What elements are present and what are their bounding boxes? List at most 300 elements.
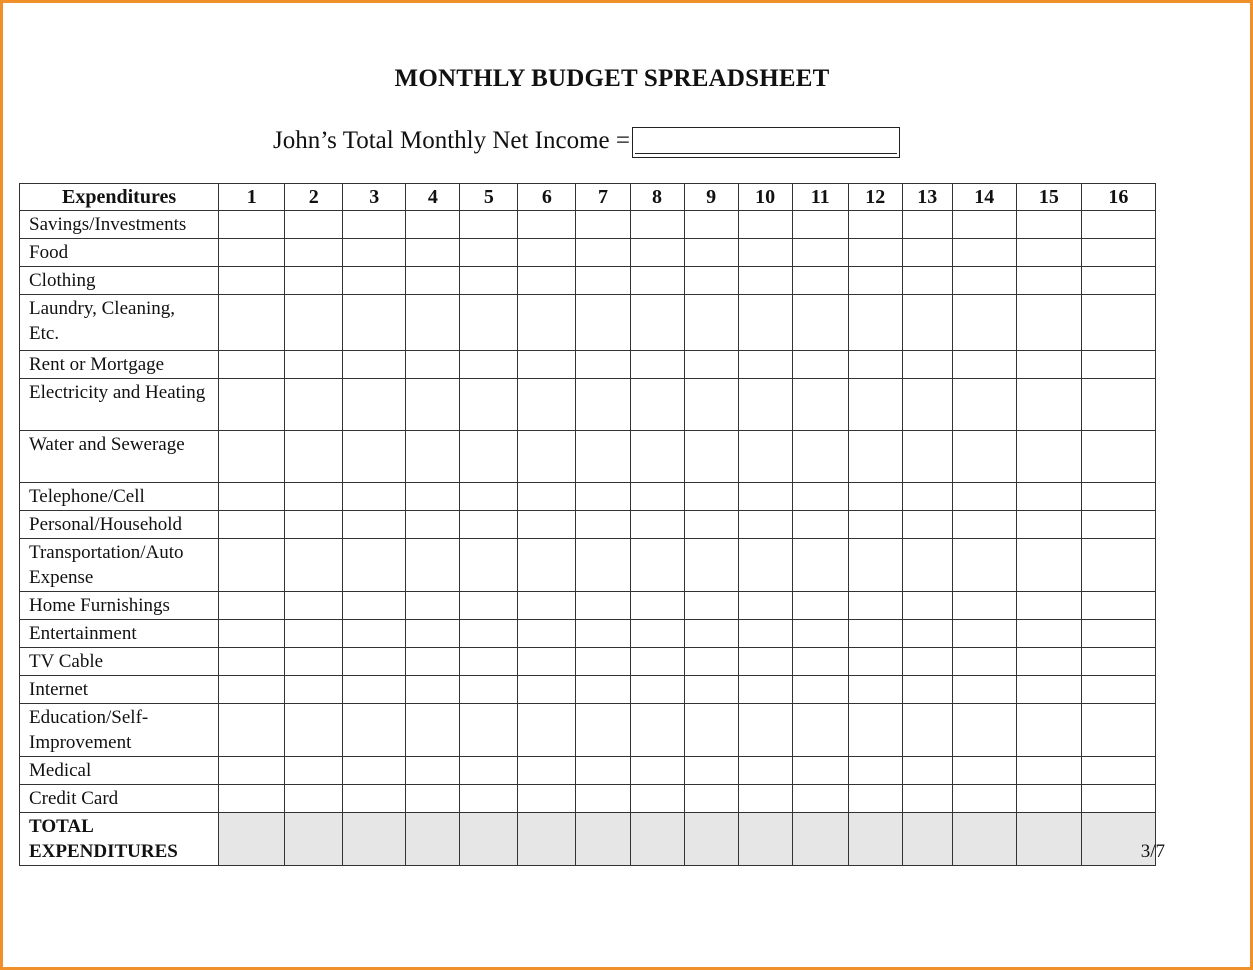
budget-cell-month-11[interactable]: [792, 267, 848, 295]
budget-cell-month-10[interactable]: [738, 239, 792, 267]
budget-cell-month-15[interactable]: [1016, 620, 1081, 648]
budget-cell-month-11[interactable]: [792, 351, 848, 379]
budget-cell-month-2[interactable]: [285, 351, 343, 379]
budget-cell-month-6[interactable]: [518, 539, 576, 592]
budget-cell-month-6[interactable]: [518, 648, 576, 676]
budget-cell-month-4[interactable]: [406, 620, 460, 648]
budget-cell-month-9[interactable]: [684, 295, 738, 351]
budget-cell-month-11[interactable]: [792, 295, 848, 351]
budget-cell-month-7[interactable]: [576, 295, 630, 351]
budget-cell-month-13[interactable]: [902, 648, 952, 676]
budget-cell-month-4[interactable]: [406, 267, 460, 295]
table-row: [20, 239, 1156, 267]
budget-cell-month-8[interactable]: [630, 379, 684, 431]
budget-cell-month-16[interactable]: [1081, 431, 1155, 483]
budget-cell-month-9[interactable]: [684, 379, 738, 431]
budget-cell-month-2[interactable]: [285, 813, 343, 866]
budget-cell-month-1[interactable]: [219, 511, 285, 539]
table-row: [20, 539, 1156, 592]
budget-cell-month-4[interactable]: [406, 295, 460, 351]
budget-cell-month-4[interactable]: [406, 757, 460, 785]
budget-cell-month-12[interactable]: [848, 211, 902, 239]
budget-cell-month-16[interactable]: [1081, 648, 1155, 676]
budget-cell-month-7[interactable]: [576, 267, 630, 295]
budget-cell-month-10[interactable]: [738, 379, 792, 431]
budget-cell-month-9[interactable]: [684, 648, 738, 676]
row-label: Credit Card: [20, 785, 219, 813]
budget-cell-month-9[interactable]: [684, 539, 738, 592]
budget-cell-month-2[interactable]: [285, 676, 343, 704]
budget-cell-month-4[interactable]: [406, 704, 460, 757]
row-label: Electricity and Heating: [20, 379, 219, 431]
budget-cell-month-3[interactable]: [343, 511, 406, 539]
budget-cell-month-4[interactable]: [406, 511, 460, 539]
budget-cell-month-11[interactable]: [792, 379, 848, 431]
budget-cell-month-11[interactable]: [792, 757, 848, 785]
budget-cell-month-7[interactable]: [576, 379, 630, 431]
budget-cell-month-13[interactable]: [902, 431, 952, 483]
budget-cell-month-11[interactable]: [792, 676, 848, 704]
budget-cell-month-7[interactable]: [576, 211, 630, 239]
budget-cell-month-15[interactable]: [1016, 431, 1081, 483]
budget-cell-month-3[interactable]: [343, 539, 406, 592]
column-header-6: 6: [518, 184, 576, 211]
budget-cell-month-10[interactable]: [738, 351, 792, 379]
column-header-12: 12: [848, 184, 902, 211]
budget-cell-month-11[interactable]: [792, 483, 848, 511]
budget-cell-month-13[interactable]: [902, 267, 952, 295]
budget-cell-month-11[interactable]: [792, 813, 848, 866]
budget-cell-month-3[interactable]: [343, 620, 406, 648]
budget-cell-month-12[interactable]: [848, 676, 902, 704]
budget-cell-month-5[interactable]: [460, 379, 518, 431]
budget-cell-month-13[interactable]: [902, 483, 952, 511]
budget-cell-month-11[interactable]: [792, 239, 848, 267]
budget-cell-month-4[interactable]: [406, 351, 460, 379]
budget-cell-month-12[interactable]: [848, 648, 902, 676]
budget-cell-month-3[interactable]: [343, 757, 406, 785]
budget-cell-month-1[interactable]: [219, 539, 285, 592]
budget-cell-month-16[interactable]: [1081, 511, 1155, 539]
budget-cell-month-6[interactable]: [518, 785, 576, 813]
budget-cell-month-8[interactable]: [630, 813, 684, 866]
budget-cell-month-15[interactable]: [1016, 813, 1081, 866]
budget-cell-month-10[interactable]: [738, 704, 792, 757]
budget-cell-month-8[interactable]: [630, 239, 684, 267]
budget-cell-month-3[interactable]: [343, 267, 406, 295]
budget-cell-month-8[interactable]: [630, 483, 684, 511]
budget-cell-month-4[interactable]: [406, 676, 460, 704]
budget-cell-month-6[interactable]: [518, 351, 576, 379]
budget-cell-month-8[interactable]: [630, 351, 684, 379]
budget-cell-month-6[interactable]: [518, 239, 576, 267]
budget-cell-month-10[interactable]: [738, 431, 792, 483]
budget-cell-month-16[interactable]: [1081, 620, 1155, 648]
budget-cell-month-5[interactable]: [460, 813, 518, 866]
budget-cell-month-13[interactable]: [902, 592, 952, 620]
budget-cell-month-11[interactable]: [792, 511, 848, 539]
budget-cell-month-9[interactable]: [684, 704, 738, 757]
budget-cell-month-12[interactable]: [848, 267, 902, 295]
row-label: Rent or Mortgage: [20, 351, 219, 379]
budget-cell-month-3[interactable]: [343, 483, 406, 511]
budget-cell-month-3[interactable]: [343, 295, 406, 351]
budget-cell-month-15[interactable]: [1016, 483, 1081, 511]
budget-cell-month-14[interactable]: [952, 351, 1016, 379]
budget-cell-month-4[interactable]: [406, 483, 460, 511]
budget-cell-month-1[interactable]: [219, 431, 285, 483]
budget-cell-month-8[interactable]: [630, 648, 684, 676]
budget-cell-month-5[interactable]: [460, 211, 518, 239]
budget-cell-month-2[interactable]: [285, 431, 343, 483]
budget-cell-month-8[interactable]: [630, 676, 684, 704]
budget-cell-month-1[interactable]: [219, 295, 285, 351]
budget-cell-month-3[interactable]: [343, 813, 406, 866]
budget-cell-month-6[interactable]: [518, 431, 576, 483]
budget-cell-month-16[interactable]: [1081, 539, 1155, 592]
budget-cell-month-12[interactable]: [848, 295, 902, 351]
budget-cell-month-12[interactable]: [848, 539, 902, 592]
budget-cell-month-12[interactable]: [848, 704, 902, 757]
budget-cell-month-12[interactable]: [848, 483, 902, 511]
budget-cell-month-10[interactable]: [738, 211, 792, 239]
budget-cell-month-7[interactable]: [576, 511, 630, 539]
budget-cell-month-11[interactable]: [792, 785, 848, 813]
budget-cell-month-3[interactable]: [343, 592, 406, 620]
budget-cell-month-14[interactable]: [952, 431, 1016, 483]
budget-cell-month-13[interactable]: [902, 351, 952, 379]
budget-cell-month-12[interactable]: [848, 511, 902, 539]
table-row: [20, 483, 1156, 511]
budget-cell-month-14[interactable]: [952, 757, 1016, 785]
budget-cell-month-1[interactable]: [219, 351, 285, 379]
budget-cell-month-7[interactable]: [576, 676, 630, 704]
budget-cell-month-5[interactable]: [460, 539, 518, 592]
budget-cell-month-11[interactable]: [792, 211, 848, 239]
budget-cell-month-10[interactable]: [738, 483, 792, 511]
budget-cell-month-16[interactable]: [1081, 483, 1155, 511]
budget-cell-month-4[interactable]: [406, 239, 460, 267]
budget-cell-month-8[interactable]: [630, 511, 684, 539]
budget-cell-month-14[interactable]: [952, 211, 1016, 239]
budget-cell-month-11[interactable]: [792, 648, 848, 676]
budget-cell-month-2[interactable]: [285, 592, 343, 620]
budget-cell-month-6[interactable]: [518, 379, 576, 431]
budget-cell-month-6[interactable]: [518, 620, 576, 648]
budget-cell-month-6[interactable]: [518, 757, 576, 785]
budget-cell-month-2[interactable]: [285, 539, 343, 592]
budget-cell-month-9[interactable]: [684, 813, 738, 866]
budget-cell-month-13[interactable]: [902, 785, 952, 813]
income-input-box[interactable]: [632, 127, 900, 158]
budget-cell-month-15[interactable]: [1016, 211, 1081, 239]
budget-cell-month-9[interactable]: [684, 431, 738, 483]
budget-cell-month-13[interactable]: [902, 511, 952, 539]
budget-cell-month-14[interactable]: [952, 379, 1016, 431]
budget-cell-month-8[interactable]: [630, 431, 684, 483]
budget-cell-month-6[interactable]: [518, 483, 576, 511]
budget-cell-month-1[interactable]: [219, 757, 285, 785]
budget-cell-month-9[interactable]: [684, 351, 738, 379]
budget-cell-month-5[interactable]: [460, 511, 518, 539]
budget-cell-month-10[interactable]: [738, 620, 792, 648]
budget-cell-month-13[interactable]: [902, 676, 952, 704]
budget-cell-month-8[interactable]: [630, 704, 684, 757]
budget-cell-month-15[interactable]: [1016, 648, 1081, 676]
budget-cell-month-8[interactable]: [630, 757, 684, 785]
budget-cell-month-14[interactable]: [952, 511, 1016, 539]
budget-cell-month-5[interactable]: [460, 592, 518, 620]
budget-cell-month-5[interactable]: [460, 431, 518, 483]
budget-cell-month-15[interactable]: [1016, 704, 1081, 757]
budget-cell-month-9[interactable]: [684, 511, 738, 539]
budget-cell-month-15[interactable]: [1016, 511, 1081, 539]
budget-cell-month-15[interactable]: [1016, 785, 1081, 813]
budget-cell-month-12[interactable]: [848, 757, 902, 785]
budget-cell-month-5[interactable]: [460, 267, 518, 295]
budget-cell-month-13[interactable]: [902, 757, 952, 785]
budget-cell-month-5[interactable]: [460, 785, 518, 813]
budget-cell-month-16[interactable]: [1081, 267, 1155, 295]
budget-cell-month-9[interactable]: [684, 757, 738, 785]
budget-cell-month-4[interactable]: [406, 539, 460, 592]
budget-cell-month-15[interactable]: [1016, 379, 1081, 431]
budget-cell-month-7[interactable]: [576, 757, 630, 785]
budget-cell-month-14[interactable]: [952, 592, 1016, 620]
budget-cell-month-10[interactable]: [738, 295, 792, 351]
budget-cell-month-9[interactable]: [684, 483, 738, 511]
budget-cell-month-10[interactable]: [738, 676, 792, 704]
budget-cell-month-6[interactable]: [518, 676, 576, 704]
budget-cell-month-16[interactable]: [1081, 785, 1155, 813]
budget-cell-month-5[interactable]: [460, 239, 518, 267]
budget-cell-month-2[interactable]: [285, 648, 343, 676]
budget-cell-month-15[interactable]: [1016, 351, 1081, 379]
budget-cell-month-13[interactable]: [902, 539, 952, 592]
budget-cell-month-9[interactable]: [684, 239, 738, 267]
budget-cell-month-11[interactable]: [792, 704, 848, 757]
budget-cell-month-1[interactable]: [219, 592, 285, 620]
budget-cell-month-1[interactable]: [219, 239, 285, 267]
budget-cell-month-5[interactable]: [460, 351, 518, 379]
budget-cell-month-12[interactable]: [848, 813, 902, 866]
budget-cell-month-16[interactable]: [1081, 676, 1155, 704]
budget-cell-month-2[interactable]: [285, 295, 343, 351]
budget-cell-month-5[interactable]: [460, 757, 518, 785]
budget-cell-month-5[interactable]: [460, 620, 518, 648]
budget-cell-month-6[interactable]: [518, 295, 576, 351]
budget-cell-month-7[interactable]: [576, 239, 630, 267]
budget-cell-month-14[interactable]: [952, 239, 1016, 267]
budget-cell-month-3[interactable]: [343, 704, 406, 757]
budget-cell-month-15[interactable]: [1016, 295, 1081, 351]
budget-cell-month-15[interactable]: [1016, 267, 1081, 295]
budget-cell-month-8[interactable]: [630, 295, 684, 351]
budget-cell-month-10[interactable]: [738, 539, 792, 592]
budget-cell-month-14[interactable]: [952, 676, 1016, 704]
budget-cell-month-14[interactable]: [952, 785, 1016, 813]
budget-cell-month-16[interactable]: [1081, 351, 1155, 379]
budget-cell-month-8[interactable]: [630, 592, 684, 620]
budget-cell-month-16[interactable]: [1081, 211, 1155, 239]
budget-cell-month-6[interactable]: [518, 511, 576, 539]
budget-cell-month-14[interactable]: [952, 483, 1016, 511]
budget-cell-month-6[interactable]: [518, 704, 576, 757]
budget-cell-month-14[interactable]: [952, 620, 1016, 648]
budget-cell-month-3[interactable]: [343, 785, 406, 813]
budget-cell-month-5[interactable]: [460, 676, 518, 704]
budget-cell-month-12[interactable]: [848, 785, 902, 813]
income-label: John’s Total Monthly Net Income =: [273, 127, 630, 154]
budget-cell-month-13[interactable]: [902, 620, 952, 648]
budget-cell-month-2[interactable]: [285, 267, 343, 295]
budget-cell-month-12[interactable]: [848, 620, 902, 648]
budget-cell-month-16[interactable]: [1081, 379, 1155, 431]
budget-cell-month-2[interactable]: [285, 511, 343, 539]
budget-cell-month-10[interactable]: [738, 648, 792, 676]
budget-cell-month-14[interactable]: [952, 813, 1016, 866]
budget-cell-month-13[interactable]: [902, 239, 952, 267]
budget-cell-month-7[interactable]: [576, 648, 630, 676]
budget-cell-month-3[interactable]: [343, 676, 406, 704]
table-row: [20, 592, 1156, 620]
budget-cell-month-8[interactable]: [630, 267, 684, 295]
budget-cell-month-1[interactable]: [219, 483, 285, 511]
budget-cell-month-5[interactable]: [460, 295, 518, 351]
budget-cell-month-6[interactable]: [518, 267, 576, 295]
budget-cell-month-14[interactable]: [952, 295, 1016, 351]
budget-cell-month-5[interactable]: [460, 483, 518, 511]
budget-cell-month-15[interactable]: [1016, 592, 1081, 620]
budget-cell-month-2[interactable]: [285, 379, 343, 431]
budget-cell-month-3[interactable]: [343, 211, 406, 239]
budget-cell-month-12[interactable]: [848, 592, 902, 620]
budget-cell-month-15[interactable]: [1016, 239, 1081, 267]
budget-cell-month-12[interactable]: [848, 379, 902, 431]
budget-cell-month-4[interactable]: [406, 813, 460, 866]
budget-cell-month-3[interactable]: [343, 239, 406, 267]
budget-cell-month-2[interactable]: [285, 704, 343, 757]
budget-cell-month-13[interactable]: [902, 704, 952, 757]
budget-cell-month-1[interactable]: [219, 676, 285, 704]
budget-cell-month-16[interactable]: [1081, 295, 1155, 351]
budget-cell-month-16[interactable]: [1081, 592, 1155, 620]
budget-cell-month-15[interactable]: [1016, 676, 1081, 704]
budget-cell-month-4[interactable]: [406, 592, 460, 620]
budget-cell-month-3[interactable]: [343, 648, 406, 676]
budget-cell-month-8[interactable]: [630, 620, 684, 648]
budget-cell-month-1[interactable]: [219, 704, 285, 757]
budget-cell-month-16[interactable]: [1081, 239, 1155, 267]
budget-cell-month-11[interactable]: [792, 592, 848, 620]
budget-cell-month-7[interactable]: [576, 351, 630, 379]
budget-cell-month-3[interactable]: [343, 431, 406, 483]
table-row: [20, 757, 1156, 785]
budget-cell-month-13[interactable]: [902, 211, 952, 239]
budget-cell-month-9[interactable]: [684, 592, 738, 620]
budget-cell-month-7[interactable]: [576, 785, 630, 813]
budget-cell-month-7[interactable]: [576, 539, 630, 592]
budget-cell-month-5[interactable]: [460, 648, 518, 676]
budget-cell-month-4[interactable]: [406, 431, 460, 483]
budget-cell-month-7[interactable]: [576, 483, 630, 511]
budget-cell-month-11[interactable]: [792, 431, 848, 483]
budget-cell-month-11[interactable]: [792, 539, 848, 592]
budget-cell-month-1[interactable]: [219, 785, 285, 813]
budget-cell-month-2[interactable]: [285, 211, 343, 239]
budget-cell-month-12[interactable]: [848, 351, 902, 379]
budget-cell-month-16[interactable]: [1081, 757, 1155, 785]
budget-cell-month-4[interactable]: [406, 648, 460, 676]
budget-cell-month-7[interactable]: [576, 592, 630, 620]
budget-cell-month-15[interactable]: [1016, 757, 1081, 785]
budget-cell-month-14[interactable]: [952, 267, 1016, 295]
budget-cell-month-8[interactable]: [630, 785, 684, 813]
budget-cell-month-14[interactable]: [952, 539, 1016, 592]
budget-cell-month-16[interactable]: [1081, 704, 1155, 757]
budget-cell-month-8[interactable]: [630, 211, 684, 239]
budget-cell-month-10[interactable]: [738, 757, 792, 785]
budget-cell-month-7[interactable]: [576, 704, 630, 757]
budget-cell-month-6[interactable]: [518, 592, 576, 620]
budget-cell-month-1[interactable]: [219, 648, 285, 676]
budget-cell-month-14[interactable]: [952, 704, 1016, 757]
budget-cell-month-9[interactable]: [684, 267, 738, 295]
budget-cell-month-3[interactable]: [343, 379, 406, 431]
budget-cell-month-2[interactable]: [285, 785, 343, 813]
budget-cell-month-9[interactable]: [684, 785, 738, 813]
budget-cell-month-3[interactable]: [343, 351, 406, 379]
budget-cell-month-13[interactable]: [902, 379, 952, 431]
budget-cell-month-2[interactable]: [285, 757, 343, 785]
budget-cell-month-10[interactable]: [738, 592, 792, 620]
budget-cell-month-1[interactable]: [219, 379, 285, 431]
budget-cell-month-4[interactable]: [406, 211, 460, 239]
table-row: [20, 295, 1156, 351]
budget-cell-month-15[interactable]: [1016, 539, 1081, 592]
budget-cell-month-6[interactable]: [518, 211, 576, 239]
budget-cell-month-13[interactable]: [902, 295, 952, 351]
budget-cell-month-7[interactable]: [576, 813, 630, 866]
budget-cell-month-8[interactable]: [630, 539, 684, 592]
budget-cell-month-1[interactable]: [219, 267, 285, 295]
budget-cell-month-11[interactable]: [792, 620, 848, 648]
budget-cell-month-10[interactable]: [738, 785, 792, 813]
budget-cell-month-7[interactable]: [576, 431, 630, 483]
budget-cell-month-1[interactable]: [219, 813, 285, 866]
budget-cell-month-4[interactable]: [406, 785, 460, 813]
budget-cell-month-4[interactable]: [406, 379, 460, 431]
budget-cell-month-2[interactable]: [285, 620, 343, 648]
budget-cell-month-10[interactable]: [738, 813, 792, 866]
budget-cell-month-12[interactable]: [848, 431, 902, 483]
budget-cell-month-2[interactable]: [285, 239, 343, 267]
budget-cell-month-2[interactable]: [285, 483, 343, 511]
budget-cell-month-5[interactable]: [460, 704, 518, 757]
budget-cell-month-10[interactable]: [738, 511, 792, 539]
budget-cell-month-14[interactable]: [952, 648, 1016, 676]
budget-cell-month-10[interactable]: [738, 267, 792, 295]
budget-cell-month-1[interactable]: [219, 211, 285, 239]
budget-cell-month-9[interactable]: [684, 620, 738, 648]
budget-cell-month-1[interactable]: [219, 620, 285, 648]
budget-cell-month-9[interactable]: [684, 211, 738, 239]
budget-cell-month-13[interactable]: [902, 813, 952, 866]
budget-cell-month-6[interactable]: [518, 813, 576, 866]
budget-cell-month-7[interactable]: [576, 620, 630, 648]
budget-cell-month-9[interactable]: [684, 676, 738, 704]
budget-cell-month-12[interactable]: [848, 239, 902, 267]
